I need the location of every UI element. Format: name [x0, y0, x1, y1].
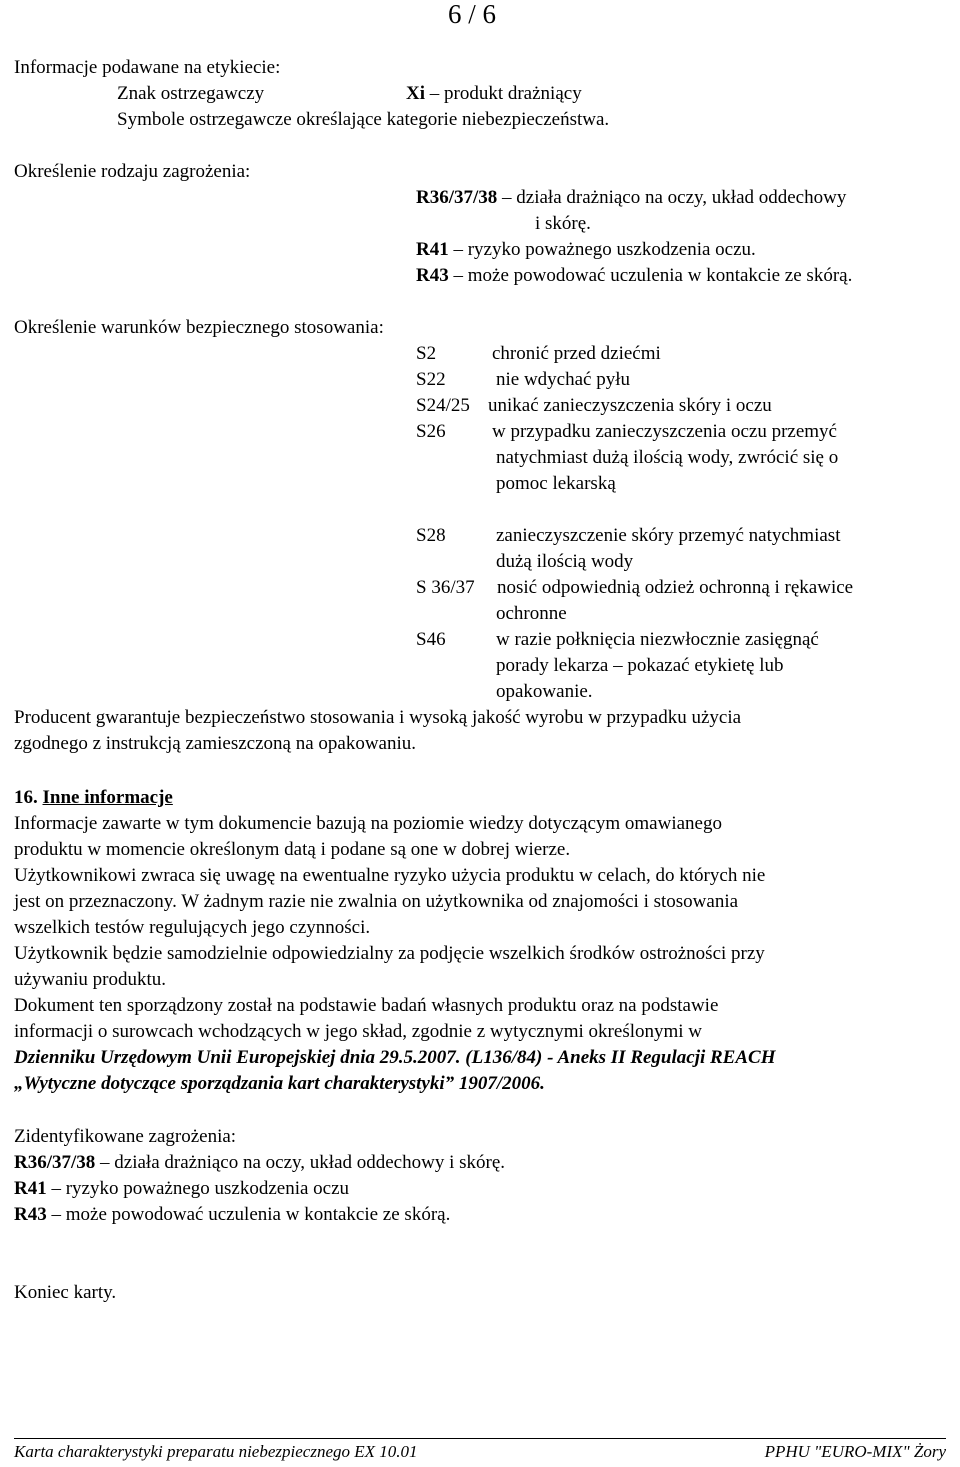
footer-company: PPHU "EURO-MIX" Żory: [764, 1442, 946, 1461]
hazard-phrase: [416, 185, 846, 211]
footer-document-title: Karta charakterystyki preparatu niebezpiecznego EX 10.01: [14, 1442, 418, 1461]
section-16-line: używaniu produktu.: [14, 969, 166, 990]
hazard-code: R41: [416, 239, 449, 260]
section-16-line: Informacje zawarte w tym dokumencie bazują na poziomie wiedzy dotyczącym omawianego: [14, 813, 722, 834]
safety-text: nosić odpowiednią odzież ochronną i rękawice: [497, 577, 854, 598]
sign-label: Znak ostrzegawczy: [117, 83, 265, 104]
section-16-line: produktu w momencie określonym datą i podane są one w dobrej wierze.: [14, 839, 571, 860]
safety-text: ochronne: [496, 603, 567, 624]
safety-code: S46: [416, 629, 446, 650]
safety-text: porady lekarza – pokazać etykietę lub: [496, 655, 784, 676]
safety-heading: Określenie warunków bezpiecznego stosowania:: [14, 317, 384, 338]
safety-text: zanieczyszczenie skóry przemyć natychmiast: [496, 525, 841, 546]
safety-code: S 36/37: [416, 577, 475, 598]
sign-value: [406, 81, 582, 107]
regulation-reference: „Wytyczne dotyczące sporządzania kart charakterystyki” 1907/2006.: [14, 1073, 545, 1094]
section-16-line: wszelkich testów regulujących jego czynności.: [14, 917, 371, 938]
hazard-text: – działa drażniąco na oczy, układ oddechowy: [502, 187, 847, 208]
section-16-heading: [14, 785, 173, 811]
section-16-line: Użytkownikowi zwraca się uwagę na ewentualne ryzyko użycia produktu w celach, do których nie: [14, 865, 766, 886]
safety-text: nie wdychać pyłu: [496, 369, 631, 390]
hazard-text: – ryzyko poważnego uszkodzenia oczu.: [453, 239, 756, 260]
identified-heading: Zidentyfikowane zagrożenia:: [14, 1126, 237, 1147]
safety-code: S22: [416, 369, 446, 390]
identified-phrase: [14, 1202, 450, 1228]
safety-text: unikać zanieczyszczenia skóry i oczu: [488, 395, 772, 416]
safety-text: w przypadku zanieczyszczenia oczu przemyć: [492, 421, 837, 442]
safety-code: S24/25: [416, 395, 470, 416]
safety-text: dużą ilością wody: [496, 551, 634, 572]
section-16-line: Użytkownik będzie samodzielnie odpowiedzialny za podjęcie wszelkich środków ostrożności przy: [14, 943, 765, 964]
hazard-phrase: [416, 237, 756, 263]
identified-phrase: [14, 1176, 349, 1202]
hazard-code: R43: [416, 265, 449, 286]
identified-code: R41: [14, 1178, 47, 1199]
page-footer: [14, 1438, 946, 1461]
hazard-phrase: [416, 263, 852, 289]
page-number: 6 / 6: [448, 0, 497, 29]
identified-phrase: [14, 1150, 505, 1176]
section-number: 16.: [14, 787, 38, 808]
hazard-text: – może powodować uczulenia w kontakcie ze skórą.: [453, 265, 853, 286]
regulation-reference: Dzienniku Urzędowym Unii Europejskiej dnia 29.5.2007. (L136/84) - Aneks II Regulacji REACH: [14, 1047, 776, 1068]
identified-text: – może powodować uczulenia w kontakcie ze skórą.: [46, 1204, 451, 1225]
identified-code: R43: [14, 1204, 47, 1225]
safety-code: S2: [416, 343, 437, 364]
safety-code: S28: [416, 525, 446, 546]
producer-line: Producent gwarantuje bezpieczeństwo stosowania i wysoką jakość wyrobu w przypadku użycia: [14, 707, 742, 728]
identified-text: – ryzyko poważnego uszkodzenia oczu: [46, 1178, 350, 1199]
labeling-heading: Informacje podawane na etykiecie:: [14, 57, 281, 78]
symbols-line: Symbole ostrzegawcze określające kategorie niebezpieczeństwa.: [117, 109, 610, 130]
hazard-phrase-cont: i skórę.: [535, 213, 591, 234]
safety-text: w razie połknięcia niezwłocznie zasięgnąć: [496, 629, 819, 650]
section-16-line: jest on przeznaczony. W żadnym razie nie zwalnia on użytkownika od znajomości i stosowania: [14, 891, 739, 912]
identified-text: – działa drażniąco na oczy, układ oddechowy i skórę.: [95, 1152, 506, 1173]
identified-code: R36/37/38: [14, 1152, 96, 1173]
safety-text: pomoc lekarską: [496, 473, 616, 494]
section-16-line: Dokument ten sporządzony został na podstawie badań własnych produktu oraz na podstawie: [14, 995, 719, 1016]
safety-code: S26: [416, 421, 446, 442]
safety-text: opakowanie.: [496, 681, 593, 702]
sign-code: Xi: [406, 83, 425, 104]
safety-text: natychmiast dużą ilością wody, zwrócić się o: [496, 447, 839, 468]
end-text: Koniec karty.: [14, 1282, 117, 1303]
section-title: Inne informacje: [42, 787, 173, 808]
hazard-code: R36/37/38: [416, 187, 498, 208]
safety-text: chronić przed dziećmi: [492, 343, 661, 364]
section-16-line: informacji o surowcach wchodzących w jego skład, zgodnie z wytycznymi określonymi w: [14, 1021, 703, 1042]
producer-line: zgodnego z instrukcją zamieszczoną na opakowaniu.: [14, 733, 417, 754]
hazard-heading: Określenie rodzaju zagrożenia:: [14, 161, 251, 182]
sign-text: – produkt drażniący: [429, 83, 582, 104]
